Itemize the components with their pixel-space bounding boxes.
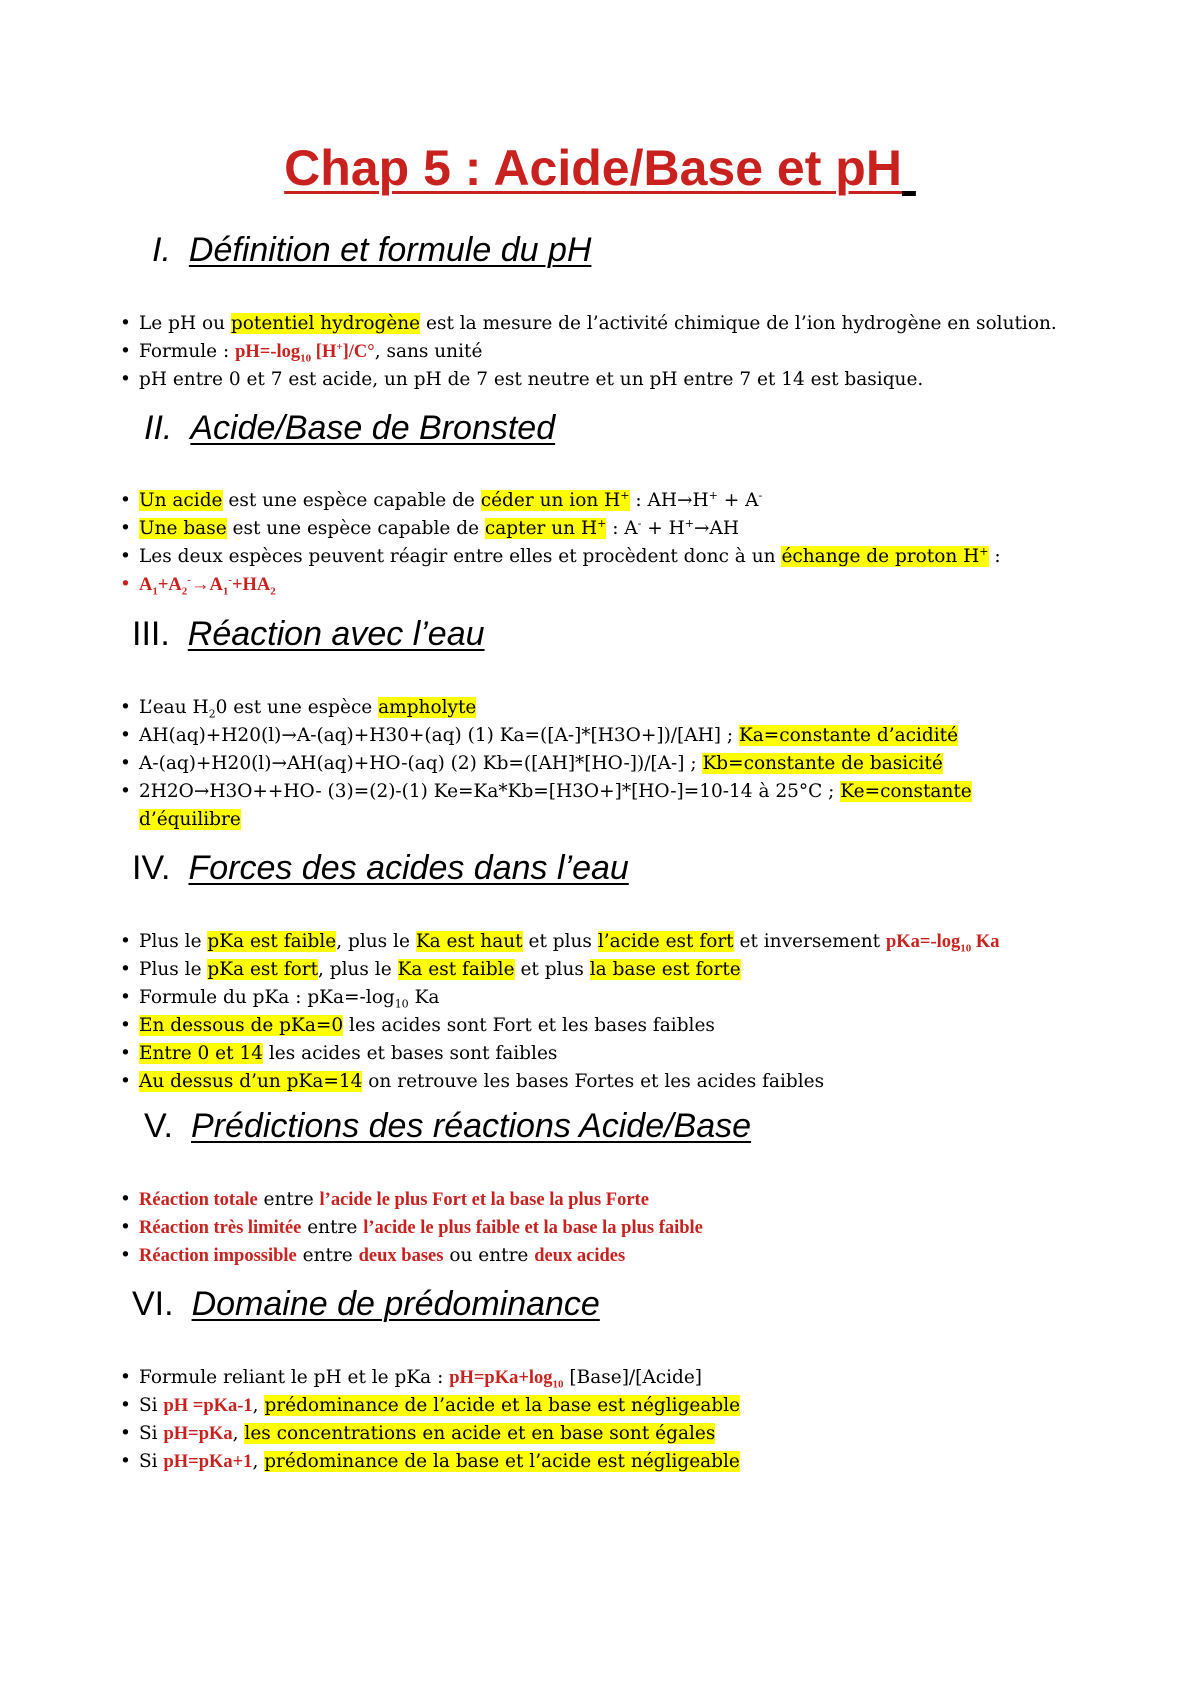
section-number: III.: [132, 615, 170, 653]
list-item: • Formule reliant le pH et le pKa : $pH=pKa+\log_{10}$ [Base]/[Acide]: [120, 1364, 1100, 1392]
section-number: I.: [152, 231, 171, 269]
section-title: Acide/Base de Bronsted: [190, 409, 556, 447]
section-heading-1: [152, 230, 591, 270]
section-heading-4: [132, 848, 629, 888]
section-title: Définition et formule du pH: [188, 231, 592, 269]
list-item: • Réaction totale entre l’acide le plus Fort et la base la plus Forte: [120, 1186, 1100, 1214]
section-list-4: [120, 928, 1100, 1096]
list-item: • L’eau $H_20$ est une espèce ampholyte: [120, 694, 1100, 722]
section-list-2: [120, 487, 1100, 599]
section-heading-2: [144, 408, 555, 448]
section-list-3: [120, 694, 1100, 834]
section-number: VI.: [132, 1285, 174, 1323]
list-item: • AH(aq)+H20(l)→A-(aq)+H30+(aq) (1) Ka=([A-]*[H3O+])/[AH] ; Ka=constante d’acidité: [120, 722, 1100, 750]
list-item: • Plus le pKa est faible, plus le Ka est haut et plus l’acide est fort et inversement $pKa=-\log_{10}$ Ka: [120, 928, 1100, 956]
list-item: • 2H2O→H3O++HO- (3)=(2)-(1) Ke=Ka*Kb=[H3O+]*[HO-]=10-14 à 25°C ; Ke=constante d’équilibre: [120, 778, 999, 834]
section-heading-6: [132, 1284, 600, 1324]
section-number: V.: [144, 1107, 174, 1145]
section-heading-5: [144, 1106, 751, 1146]
list-item: • Réaction impossible entre deux bases ou entre deux acides: [120, 1242, 1100, 1270]
list-item: • A-(aq)+H20(l)→AH(aq)+HO-(aq) (2) Kb=([AH]*[HO-])/[A-] ; Kb=constante de basicité: [120, 750, 1100, 778]
list-item: • Une base est une espèce capable de capter un H+ : A- + H+→AH: [120, 515, 1100, 543]
list-item: • $A_1+A_2^-\to A_1^-+HA_2$: [120, 571, 1100, 599]
list-item: • Entre 0 et 14 les acides et bases sont faibles: [120, 1040, 1100, 1068]
section-title: Domaine de prédominance: [191, 1285, 600, 1323]
list-item: • Un acide est une espèce capable de céder un ion H+ : AH→H+ + A-: [120, 487, 1100, 515]
list-item: • pH entre 0 et 7 est acide, un pH de 7 est neutre et un pH entre 7 et 14 est basique.: [120, 366, 1100, 394]
page-title: Chap 5 : Acide/Base et pH: [284, 140, 902, 196]
list-item: • Au dessus d’un pKa=14 on retrouve les bases Fortes et les acides faibles: [120, 1068, 1100, 1096]
section-list-6: [120, 1364, 1100, 1476]
section-list-1: [120, 310, 1100, 394]
list-item: • Formule : $pH=-\log_{10}$ [H+]/C°, sans unité: [120, 338, 1100, 366]
section-title: Prédictions des réactions Acide/Base: [191, 1107, 752, 1145]
list-item: • Si pH=pKa+1, prédominance de la base et l’acide est négligeable: [120, 1448, 1100, 1476]
list-item: • Les deux espèces peuvent réagir entre elles et procèdent donc à un échange de proton H+ :: [120, 543, 1100, 571]
list-item: • En dessous de pKa=0 les acides sont Fort et les bases faibles: [120, 1012, 1100, 1040]
section-title: Forces des acides dans l’eau: [188, 849, 629, 887]
list-item: • Réaction très limitée entre l’acide le plus faible et la base la plus faible: [120, 1214, 1100, 1242]
list-item: • Si pH =pKa-1, prédominance de l’acide et la base est négligeable: [120, 1392, 1100, 1420]
section-number: IV.: [132, 849, 171, 887]
section-heading-3: [132, 614, 485, 654]
section-list-5: [120, 1186, 1100, 1270]
list-item: • Plus le pKa est fort, plus le Ka est faible et plus la base est forte: [120, 956, 1100, 984]
list-item: • Si pH=pKa, les concentrations en acide et en base sont égales: [120, 1420, 1100, 1448]
list-item: • Formule du pKa : $pKa=-\log_{10}$ Ka: [120, 984, 1100, 1012]
section-number: II.: [144, 409, 173, 447]
section-title: Réaction avec l’eau: [187, 615, 485, 653]
list-item: • Le pH ou potentiel hydrogène est la mesure de l’activité chimique de l’ion hydrogène en solution.: [120, 310, 1100, 338]
